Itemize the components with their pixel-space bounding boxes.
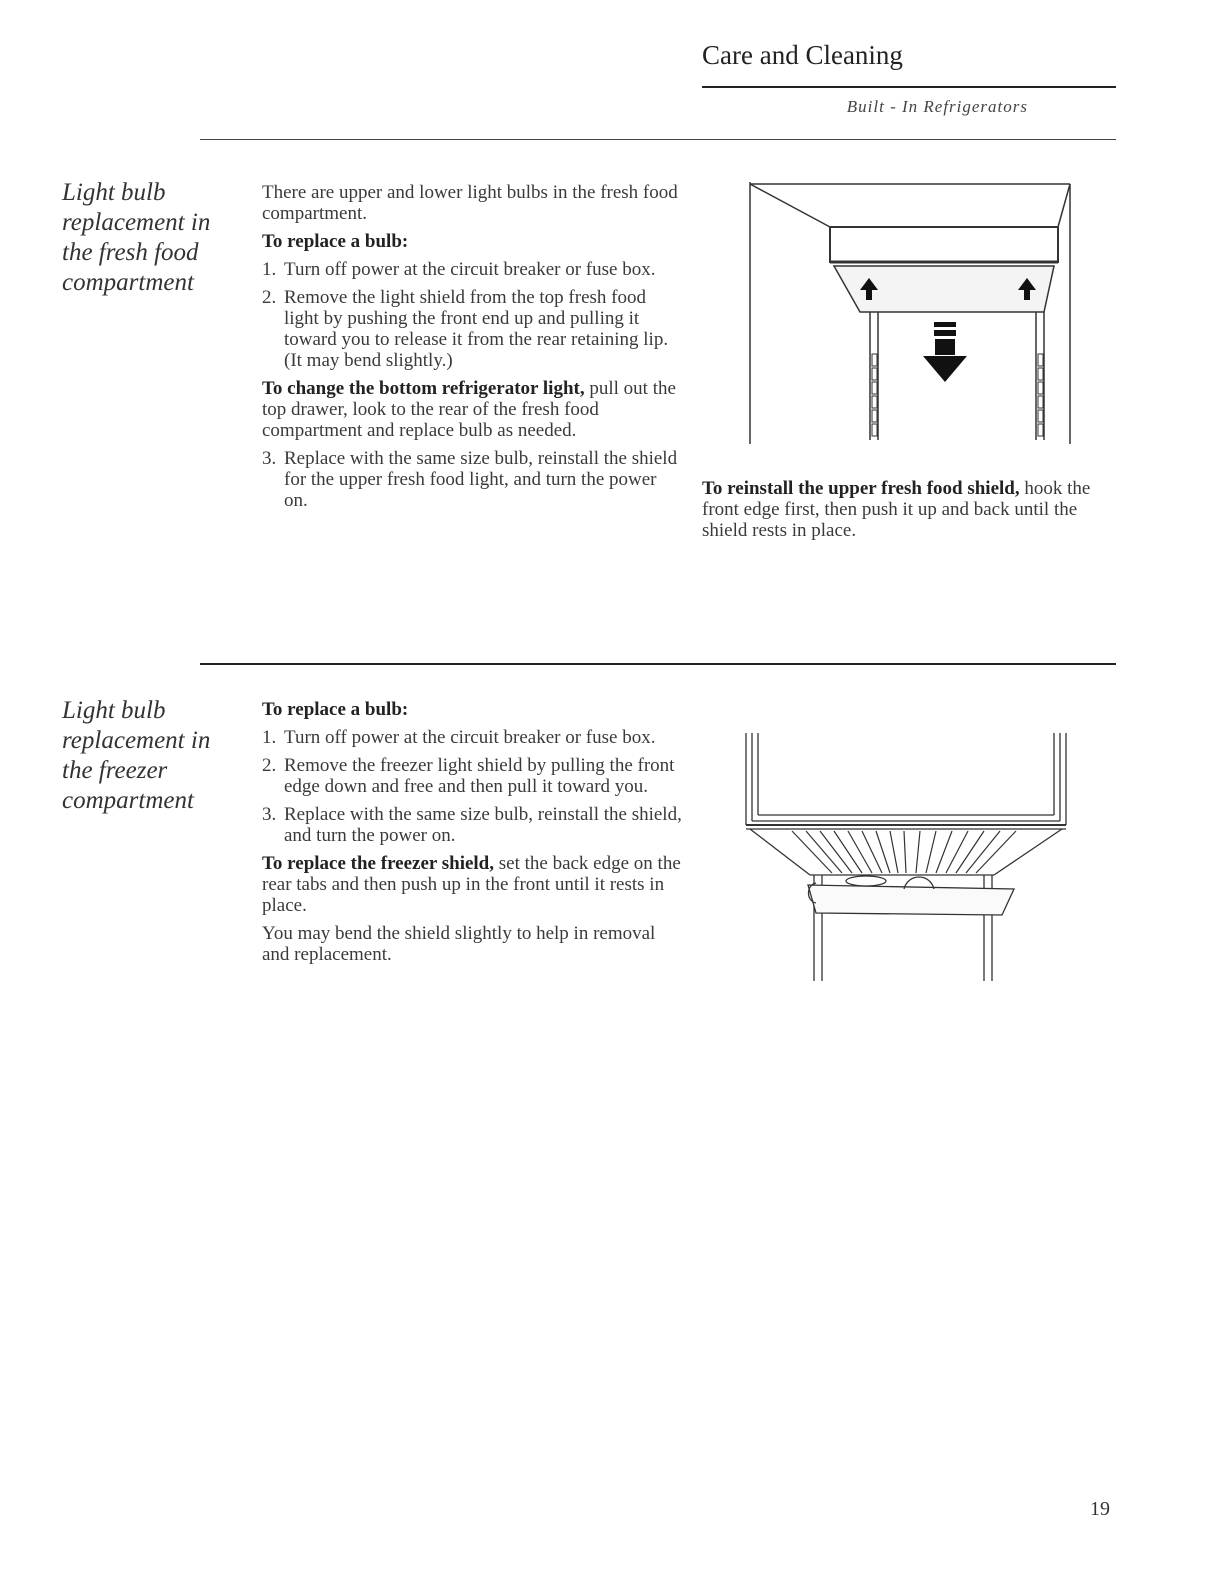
heading-line: the fresh food [62,239,199,266]
step-number: 3. [262,804,277,825]
step-item [262,804,682,846]
replace-bulb-lead: To replace a bulb: [262,699,409,720]
step-item [262,727,682,748]
freezer-shield-paragraph [262,853,682,916]
step-text: Replace with the same size bulb, reinstall the shield, and turn the power on. [284,804,682,846]
heading-line: replacement in [62,727,211,754]
freezer-light-illustration [744,733,1074,983]
freezer-shield-text: set the back edge on the rear tabs and then push up in the front until it rests in place. [262,853,681,916]
step-item [262,448,682,511]
bottom-light-text: pull out the top drawer, look to the rear of the fresh food compartment and replace bulb as needed. [262,378,676,441]
bottom-light-paragraph [262,378,682,441]
page-subtitle: Built - In Refrigerators [846,97,1028,116]
step-number: 3. [262,448,277,469]
step-item [262,755,682,797]
step-number: 1. [262,727,277,748]
intro-text: There are upper and lower light bulbs in the fresh food compartment. [262,182,678,224]
step-text: Turn off power at the circuit breaker or fuse box. [284,727,656,748]
bend-note: You may bend the shield slightly to help in removal and replacement. [262,923,656,965]
heading-line: the freezer [62,757,168,784]
step-item [262,287,682,371]
page-number: 19 [1090,1498,1110,1520]
section-heading-freezer [62,696,242,816]
step-text: Remove the light shield from the top fresh food light by pushing the front end up and pulling it toward you to release it from the rear retaining lip. (It may bend slightly.) [284,287,669,371]
reinstall-shield-note [702,478,1102,541]
heading-line: Light bulb [62,697,166,724]
page-title: Care and Cleaning [702,40,903,70]
fresh-food-instructions [262,182,682,518]
step-item [262,259,682,280]
section-divider-top [200,139,1116,140]
step-text: Turn off power at the circuit breaker or fuse box. [284,259,656,280]
step-text: Remove the freezer light shield by pulling the front edge down and free and then pull it toward you. [284,755,675,797]
freezer-instructions [262,699,682,972]
freezer-shield-lead: To replace the freezer shield, [262,853,494,874]
step-text: Replace with the same size bulb, reinstall the shield for the upper fresh food light, and turn the power on. [284,448,678,511]
fresh-food-light-illustration [748,182,1073,444]
heading-line: Light bulb [62,179,166,206]
reinstall-text: hook the front edge first, then push it up and back until the shield rests in place. [702,478,1091,541]
step-number: 2. [262,287,277,308]
heading-line: compartment [62,787,194,814]
heading-line: replacement in [62,209,211,236]
reinstall-lead: To reinstall the upper fresh food shield, [702,478,1020,499]
step-number: 2. [262,755,277,776]
section-heading-fresh-food [62,178,242,298]
heading-line: compartment [62,269,194,296]
header-rule [702,86,1116,88]
step-number: 1. [262,259,277,280]
bottom-light-lead: To change the bottom refrigerator light, [262,378,585,399]
section-divider-middle [200,663,1116,665]
replace-bulb-lead: To replace a bulb: [262,231,409,252]
